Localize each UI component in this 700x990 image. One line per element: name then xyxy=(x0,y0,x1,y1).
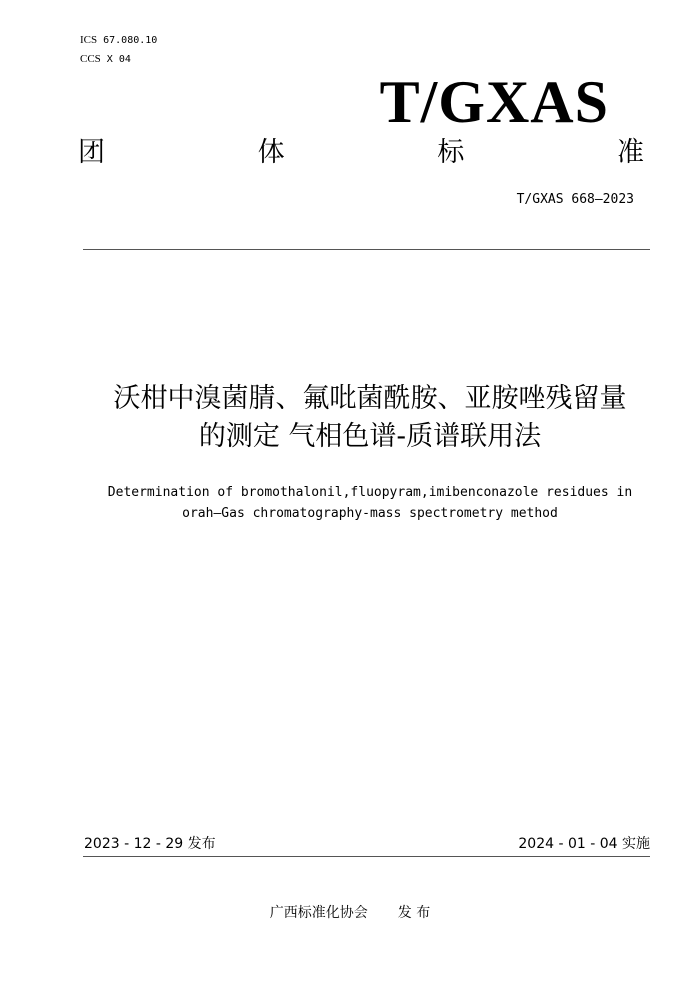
ccs-code: X 04 xyxy=(106,54,131,65)
standard-number: T/GXAS 668—2023 xyxy=(516,192,634,207)
chinese-title-line: 的测定 气相色谱-质谱联用法 xyxy=(198,421,542,452)
org-type-char: 准 xyxy=(616,137,644,168)
org-type-char: 团 xyxy=(78,137,105,168)
publish-word: 发 布 xyxy=(397,905,431,921)
ics-label: ICS xyxy=(80,34,98,46)
standard-logo: T/GXAS xyxy=(379,69,609,135)
ics-line xyxy=(80,33,157,48)
implementation-date: 2024 - 01 - 04 实施 xyxy=(518,836,650,852)
ics-code: 67.080.10 xyxy=(103,35,158,46)
english-title-line: orah—Gas chromatography-mass spectrometry method xyxy=(182,506,558,521)
org-type-char: 体 xyxy=(257,137,285,168)
top-divider xyxy=(83,249,650,250)
bottom-divider xyxy=(83,856,650,857)
chinese-title xyxy=(60,380,680,456)
org-type-char: 标 xyxy=(437,137,465,168)
ccs-label: CCS xyxy=(80,53,101,65)
english-title-line: Determination of bromothalonil,fluopyram,imibenconazole residues in xyxy=(107,485,633,500)
chinese-title-line: 沃柑中溴菌腈、氟吡菌酰胺、亚胺唑残留量 xyxy=(113,383,627,414)
org-type-heading xyxy=(78,136,644,170)
ccs-line xyxy=(80,52,131,67)
issue-date: 2023 - 12 - 29 发布 xyxy=(84,836,216,852)
publisher-line xyxy=(0,903,700,923)
english-title xyxy=(60,482,680,524)
publisher-name: 广西标准化协会 xyxy=(269,905,368,921)
